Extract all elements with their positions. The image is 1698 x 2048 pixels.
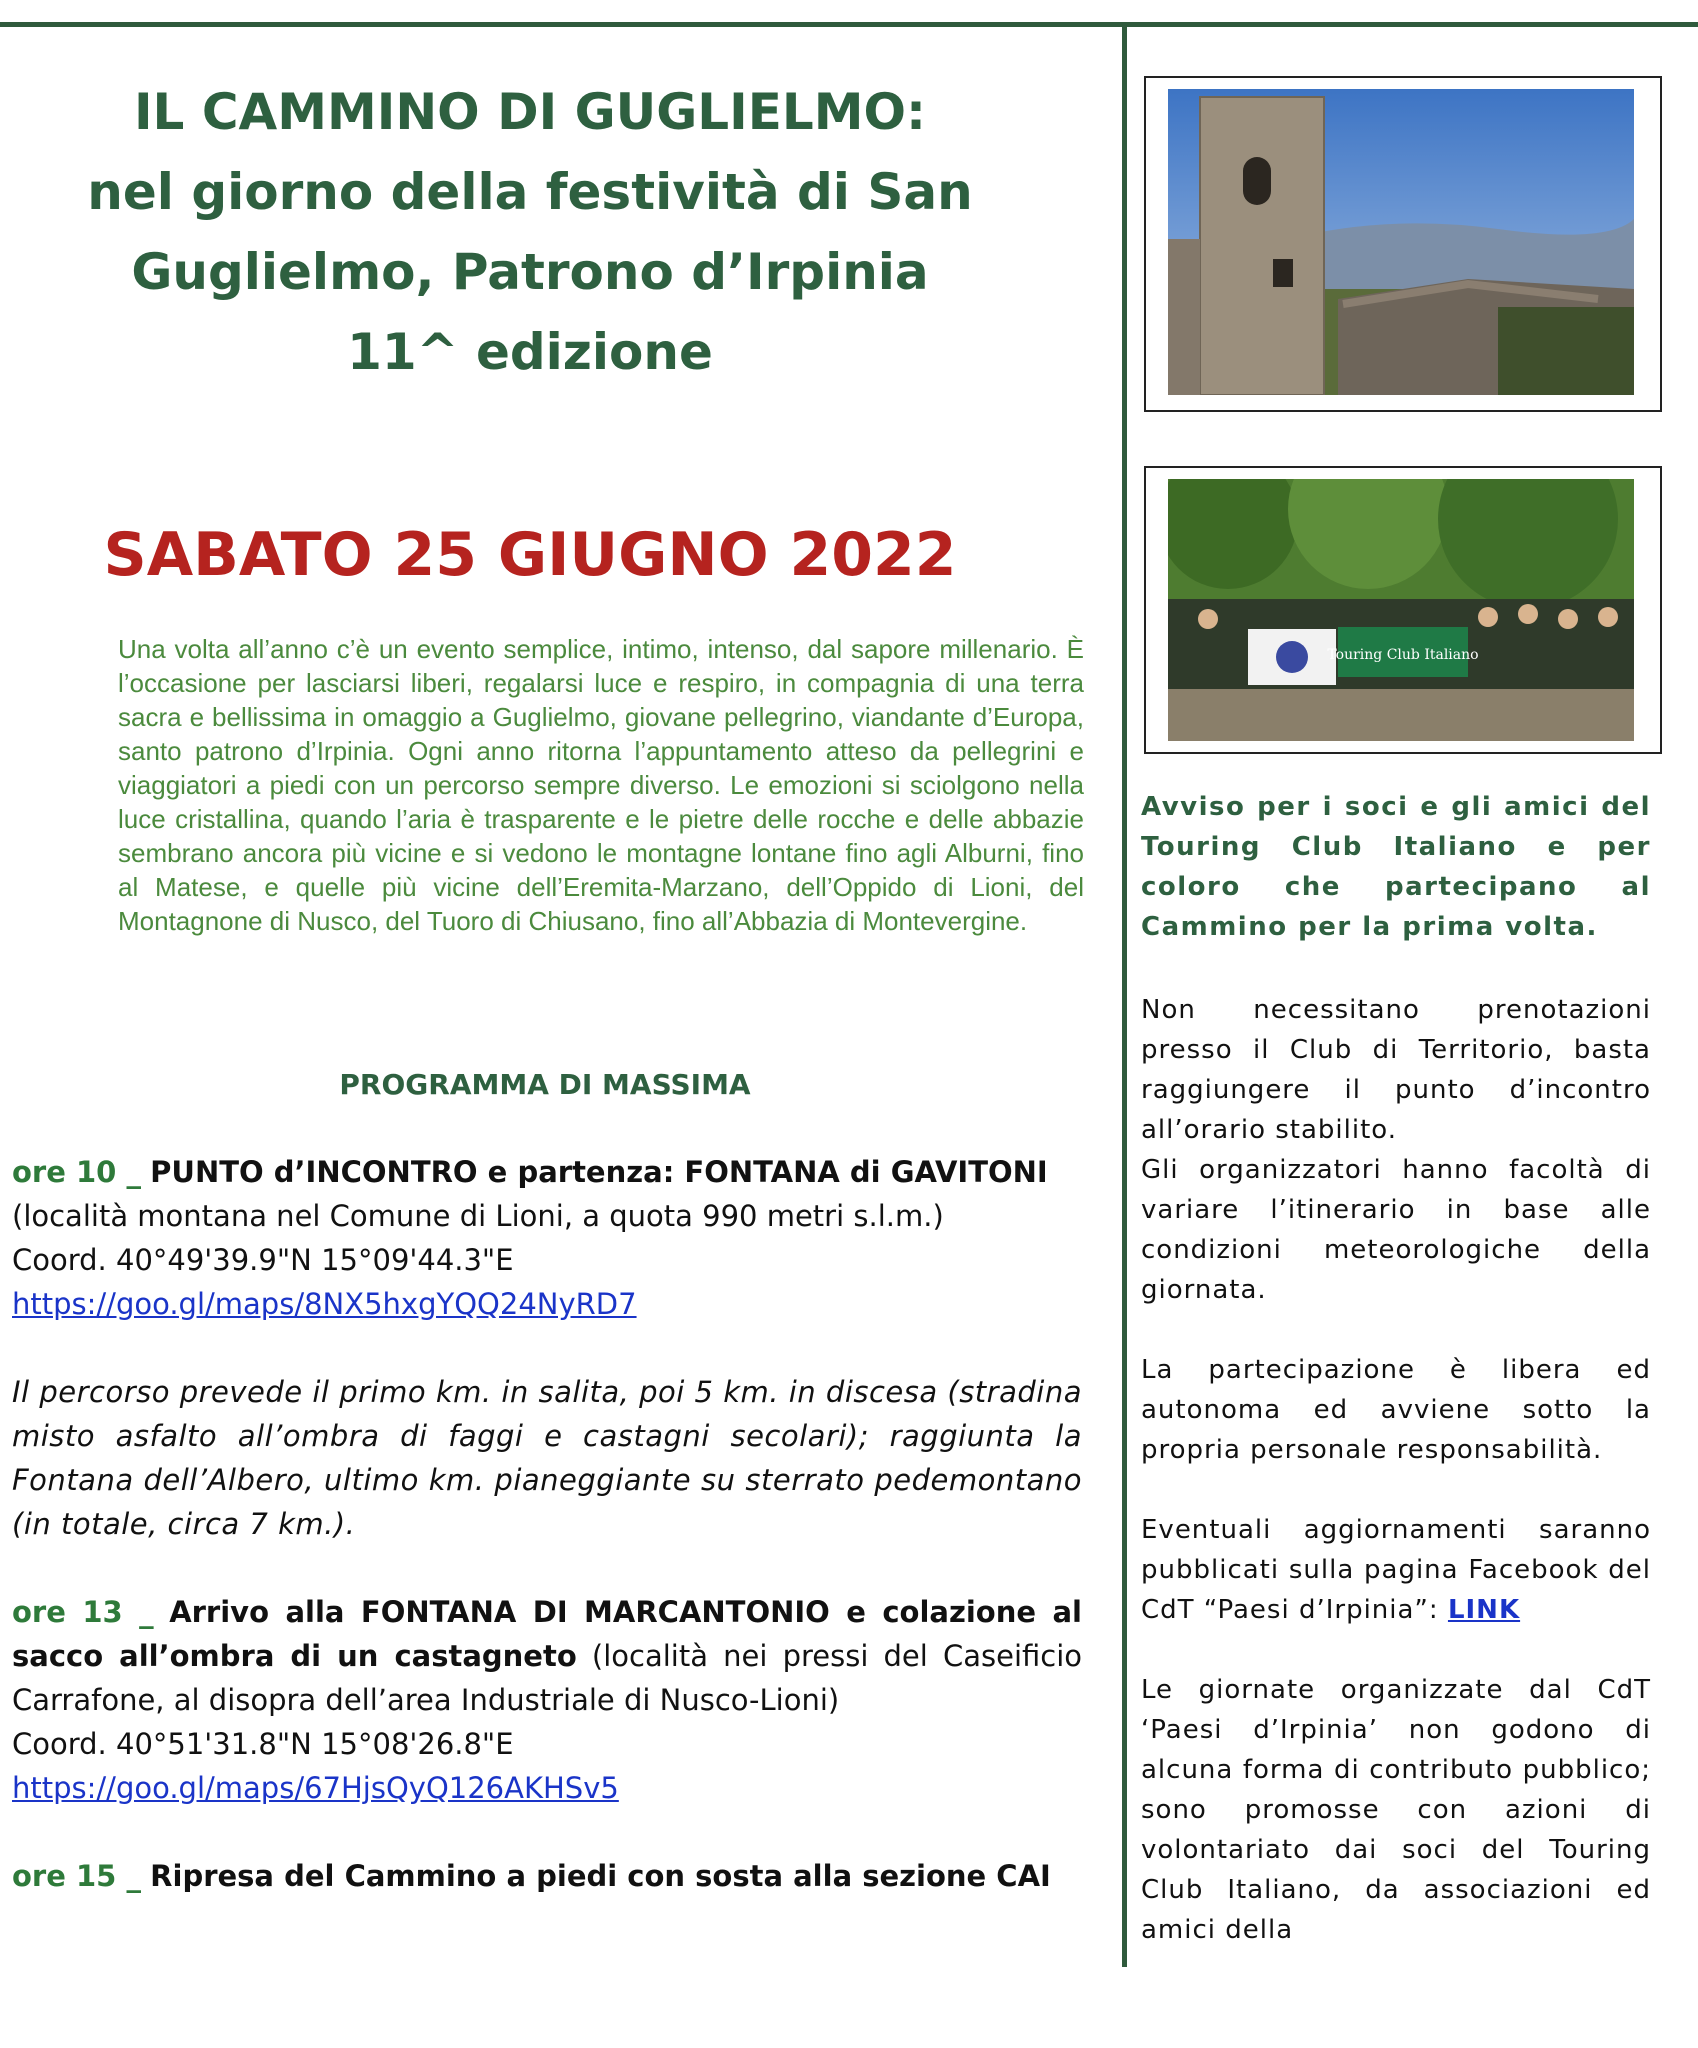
time-label: ore 10 _ (12, 1155, 141, 1189)
title-line-4: 11^ edizione (347, 323, 713, 381)
top-rule (0, 22, 1698, 27)
schedule-item-title: PUNTO d’INCONTRO e partenza: FONTANA di GAVITONI (150, 1155, 1048, 1189)
time-label: ore 15 _ (12, 1859, 141, 1893)
program-heading: PROGRAMMA DI MASSIMA (339, 1068, 751, 1101)
schedule-place: (località nei pressi del Caseificio Carrafone, al disopra dell’area Industriale di Nusco-Lioni) (12, 1639, 1083, 1717)
schedule-item-title: Arrivo alla FONTANA DI MARCANTONIO e colazione al sacco all’ombra di un castagneto (12, 1595, 1082, 1673)
group-photo (1144, 466, 1662, 754)
map-link-2[interactable]: https://goo.gl/maps/67HjsQyQ126AKHSv5 (12, 1771, 619, 1805)
schedule-item-2 (12, 1590, 1082, 1722)
schedule-place: (località montana nel Comune di Lioni, a quota 990 metri s.l.m.) (12, 1199, 944, 1233)
banner-text: Touring Club Italiano (1327, 647, 1479, 663)
schedule-item-3 (12, 1854, 1082, 1898)
notice-paragraph: La partecipazione è libera ed autonoma ed avviene sotto la propria personale responsabilità. (1141, 1355, 1651, 1465)
program-schedule (12, 1150, 1082, 1898)
title-line-3: Guglielmo, Patrono d’Irpinia (131, 243, 929, 301)
column-divider (1122, 27, 1127, 1967)
schedule-item-1 (12, 1150, 1082, 1194)
notice-paragraph: Gli organizzatori hanno facoltà di variare l’itinerario in base alle condizioni meteorologiche della giornata. (1141, 1155, 1651, 1305)
title-line-2: nel giorno della festività di San (87, 163, 973, 221)
route-note: Il percorso prevede il primo km. in salita, poi 5 km. in discesa (stradina misto asfalto all’ombra di faggi e castagni secolari); raggiunta la Fontana dell’Albero, ultimo km. pianeggiante su sterrato pedemontano (in totale, circa 7 km.). (12, 1375, 1082, 1541)
page-title (30, 72, 1030, 392)
abbey-tower-photo (1144, 76, 1662, 412)
notice-heading: Avviso per i soci e gli amici del Touring Club Italiano e per coloro che partecipano al Cammino per la prima volta. (1141, 792, 1651, 942)
map-link-1[interactable]: https://goo.gl/maps/8NX5hxgYQQ24NyRD7 (12, 1287, 637, 1321)
group-image (1168, 479, 1634, 741)
notice-paragraph: Le giornate organizzate dal CdT ‘Paesi d’Irpinia’ non godono di alcuna forma di contributo pubblico; sono promosse con azioni di volontariato dai soci del Touring Club Italiano, da associazioni ed amici della (1141, 1675, 1651, 1945)
intro-paragraph: Una volta all’anno c’è un evento semplice, intimo, intenso, dal sapore millenario. È l’occasione per lasciarsi liberi, regalarsi luce e respiro, in compagnia di una terra sacra e bellissima in omaggio a Guglielmo, giovane pellegrino, viandante d’Europa, santo patrono d’Irpinia. Ogni anno ritorna l’appuntamento atteso da pellegrini e viaggiatori a piedi con un percorso sempre diverso. Le emozioni si sciolgono nella luce cristallina, quando l’aria è trasparente e le pietre delle rocche e delle abbazie sembrano ancora più vicine e si vedono le montagne lontane fino agli Alburni, fino al Matese, e quelle più vicine dell’Eremita-Marzano, dell’Oppido di Lioni, del Montagnone di Nusco, del Tuoro di Chiusano, fino all’Abbazia di Montevergine. (118, 634, 1084, 936)
schedule-item-title: Ripresa del Cammino a piedi con sosta alla sezione CAI (150, 1859, 1051, 1893)
facebook-link[interactable]: LINK (1447, 1595, 1521, 1625)
notice-body (1141, 990, 1651, 1950)
abbey-tower-image (1168, 89, 1634, 395)
notice-paragraph (1141, 1510, 1651, 1630)
schedule-coords: Coord. 40°51'31.8"N 15°08'26.8"E (12, 1727, 514, 1761)
facebook-note: Eventuali aggiornamenti saranno pubblicati sulla pagina Facebook del CdT “Paesi d’Irpinia”: (1141, 1515, 1651, 1625)
schedule-coords: Coord. 40°49'39.9"N 15°09'44.3"E (12, 1243, 514, 1277)
time-label: ore 13 _ (12, 1595, 154, 1629)
notice-paragraph: Non necessitano prenotazioni presso il Club di Territorio, basta raggiungere il punto d’incontro all’orario stabilito. (1141, 995, 1651, 1145)
title-line-1: IL CAMMINO DI GUGLIELMO: (133, 83, 927, 141)
event-date: SABATO 25 GIUGNO 2022 (103, 520, 957, 590)
